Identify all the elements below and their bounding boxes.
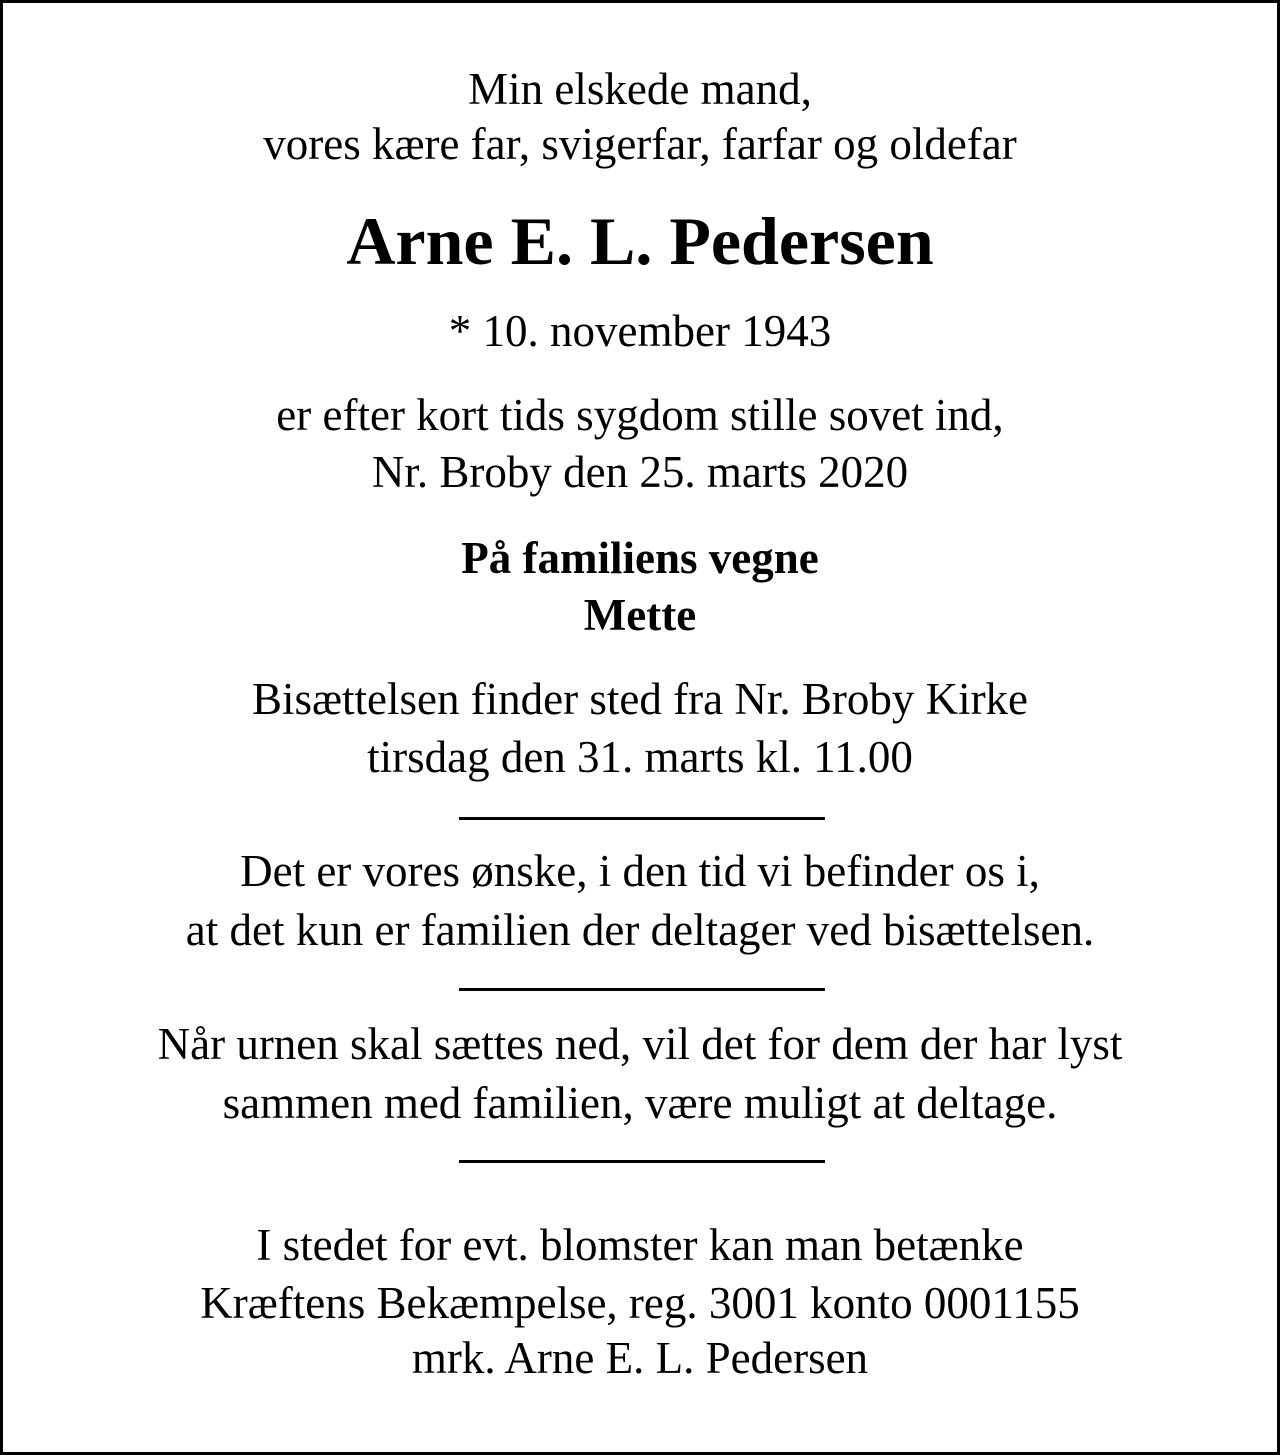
donation-line-2: Kræftens Bekæmpelse, reg. 3001 konto 0001155 xyxy=(200,1278,1080,1328)
funeral-line-1: Bisættelsen finder sted fra Nr. Broby Kirke xyxy=(251,674,1029,724)
donation-line-3: mrk. Arne E. L. Pedersen xyxy=(411,1333,869,1383)
intro-line-1: Min elskede mand, xyxy=(468,64,812,114)
intro-line-2: vores kære far, svigerfar, farfar og oldefar xyxy=(263,119,1017,169)
birth-date: * 10. november 1943 xyxy=(448,306,832,356)
divider-3 xyxy=(459,1160,825,1163)
funeral-line-2: tirsdag den 31. marts kl. 11.00 xyxy=(367,732,913,782)
signature-line-1: På familiens vegne xyxy=(461,533,819,583)
divider-1 xyxy=(459,817,825,820)
deceased-name: Arne E. L. Pedersen xyxy=(346,203,934,279)
urn-line-1: Når urnen skal sættes ned, vil det for dem der har lyst xyxy=(157,1019,1123,1069)
death-line-2: Nr. Broby den 25. marts 2020 xyxy=(371,447,909,497)
donation-line-1: I stedet for evt. blomster kan man betænke xyxy=(256,1220,1024,1270)
urn-line-2: sammen med familien, være muligt at deltage. xyxy=(222,1078,1058,1128)
wish-line-1: Det er vores ønske, i den tid vi befinder os i, xyxy=(240,846,1040,896)
wish-line-2: at det kun er familien der deltager ved bisættelsen. xyxy=(185,905,1095,955)
divider-2 xyxy=(459,988,825,991)
death-line-1: er efter kort tids sygdom stille sovet ind, xyxy=(276,390,1004,440)
signature-name: Mette xyxy=(583,590,697,640)
